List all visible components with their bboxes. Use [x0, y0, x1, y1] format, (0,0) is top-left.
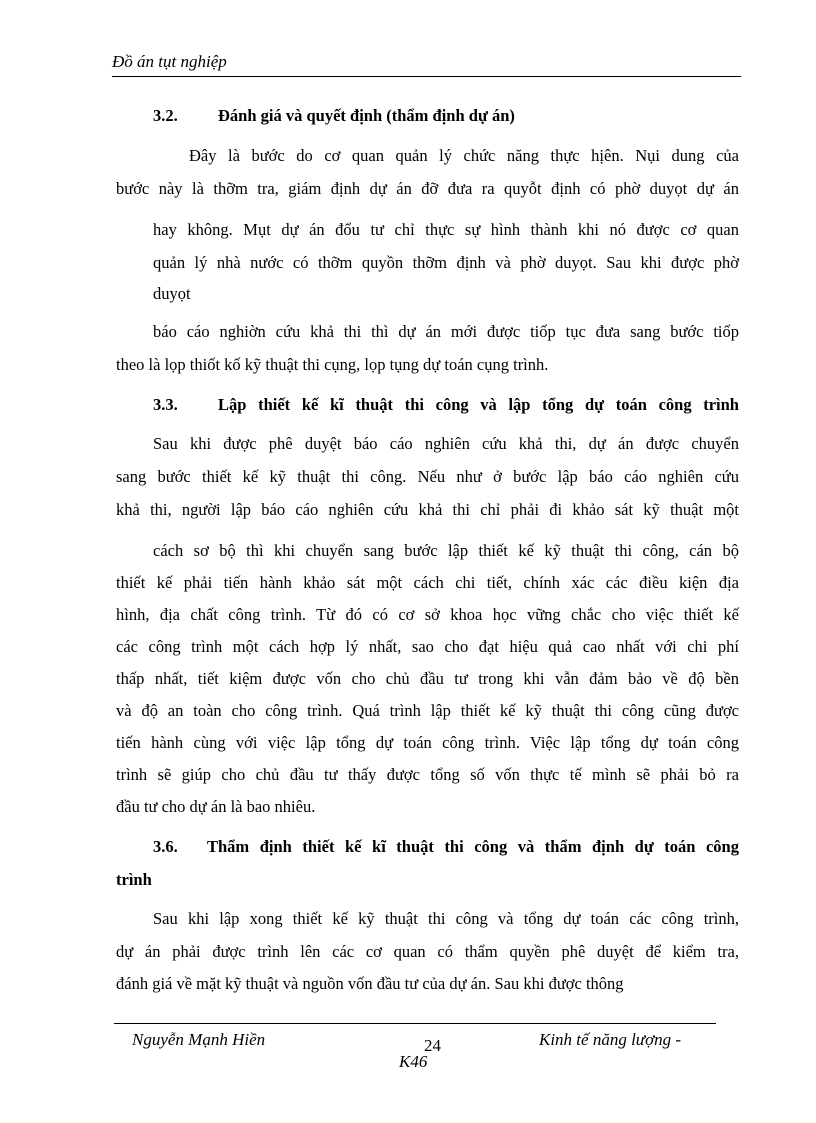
paragraph-line: khả thi, người lập báo cáo nghiên cứu khả thi chỉ phải đi khảo sát kỹ thuật một: [116, 500, 739, 519]
paragraph-line: Đây là bước do cơ quan quản lý chức năng thực hịên. Nụi dung của: [189, 146, 739, 165]
section-number-3-2: 3.2.: [153, 106, 178, 125]
header-rule: [112, 76, 741, 77]
paragraph-line: theo là lọp thiốt kố kỹ thuật thi cụng, lọp tụng dự toán cụng trình.: [116, 355, 549, 374]
paragraph-line: bước này là thỡm tra, giám định dự án đỡ đưa ra quyỗt định có phờ duyọt dự án: [116, 179, 739, 198]
section-title-3-2: Đánh giá và quyết định (thẩm định dự án): [218, 106, 515, 125]
paragraph-line: duyọt: [153, 284, 191, 303]
paragraph-line: trình sẽ giúp cho chủ đầu tư thấy được tổng số vốn thực tế mình sẽ phải bỏ ra: [116, 765, 739, 784]
paragraph-line: các công trình một cách hợp lý nhất, sao cho đạt hiệu quả cao nhất với chi phí: [116, 637, 739, 656]
paragraph-line: và độ an toàn cho công trình. Quá trình lập thiết kế kỹ thuật thi công cũng được: [116, 701, 739, 720]
section-number-3-6: 3.6.: [153, 837, 178, 856]
paragraph-line: báo cáo nghiờn cứu khả thi thì dự án mới được tiốp tục đưa sang bước tiốp: [153, 322, 739, 341]
paragraph-line: thiết kế phải tiến hành khảo sát một cách chi tiết, chính xác các điều kiện địa: [116, 573, 739, 592]
footer-class-code: K46: [399, 1052, 428, 1071]
paragraph-line: quản lý nhà nước có thỡm quyồn thỡm định và phờ duyọt. Sau khi được phờ: [153, 253, 739, 272]
paragraph-line: đầu tư cho dự án là bao nhiêu.: [116, 797, 316, 816]
paragraph-line: hay không. Mụt dự án đổu tư chỉ thực sự hình thành khi nó được cơ quan: [153, 220, 739, 239]
paragraph-line: tiến hành cùng với việc lập tổng dự toán công trình. Việc lập tổng dự toán công: [116, 733, 739, 752]
section-title-3-6: Thẩm định thiết kế kĩ thuật thi công và thẩm định dự toán công: [207, 837, 739, 856]
paragraph-line: sang bước thiết kế kỹ thuật thi công. Nếu như ở bước lập báo cáo nghiên cứu: [116, 467, 739, 486]
paragraph-line: Sau khi được phê duyệt báo cáo nghiên cứu khả thi, dự án được chuyển: [153, 434, 739, 453]
footer-author: Nguyễn Mạnh Hiền: [132, 1030, 266, 1049]
paragraph-line: cách sơ bộ thì khi chuyển sang bước lập thiết kế kỹ thuật thi công, cán bộ: [153, 541, 739, 560]
page-header-title: Đồ án tụt nghiệp: [112, 52, 227, 71]
section-title-3-3: Lập thiết kế kĩ thuật thi công và lập tổng dự toán công trình: [218, 395, 739, 414]
footer-department: Kinh tế năng lượng -: [539, 1030, 682, 1049]
section-number-3-3: 3.3.: [153, 395, 178, 414]
footer-page-number: 24: [424, 1036, 441, 1055]
paragraph-line: dự án phải được trình lên các cơ quan có thẩm quyền phê duyệt để kiểm tra,: [116, 942, 739, 961]
paragraph-line: đánh giá về mặt kỹ thuật và nguồn vốn đầu tư của dự án. Sau khi được thông: [116, 974, 624, 993]
paragraph-line: hình, địa chất công trình. Từ đó có cơ sở khoa học vững chắc cho việc thiết kế: [116, 605, 739, 624]
section-title-3-6-cont: trình: [116, 870, 152, 889]
paragraph-line: thấp nhất, tiết kiệm được vốn cho chủ đầu tư trong khi vẫn đảm bảo về độ bền: [116, 669, 739, 688]
footer-rule: [114, 1023, 716, 1024]
paragraph-line: Sau khi lập xong thiết kế kỹ thuật thi công và tổng dự toán các công trình,: [153, 909, 739, 928]
